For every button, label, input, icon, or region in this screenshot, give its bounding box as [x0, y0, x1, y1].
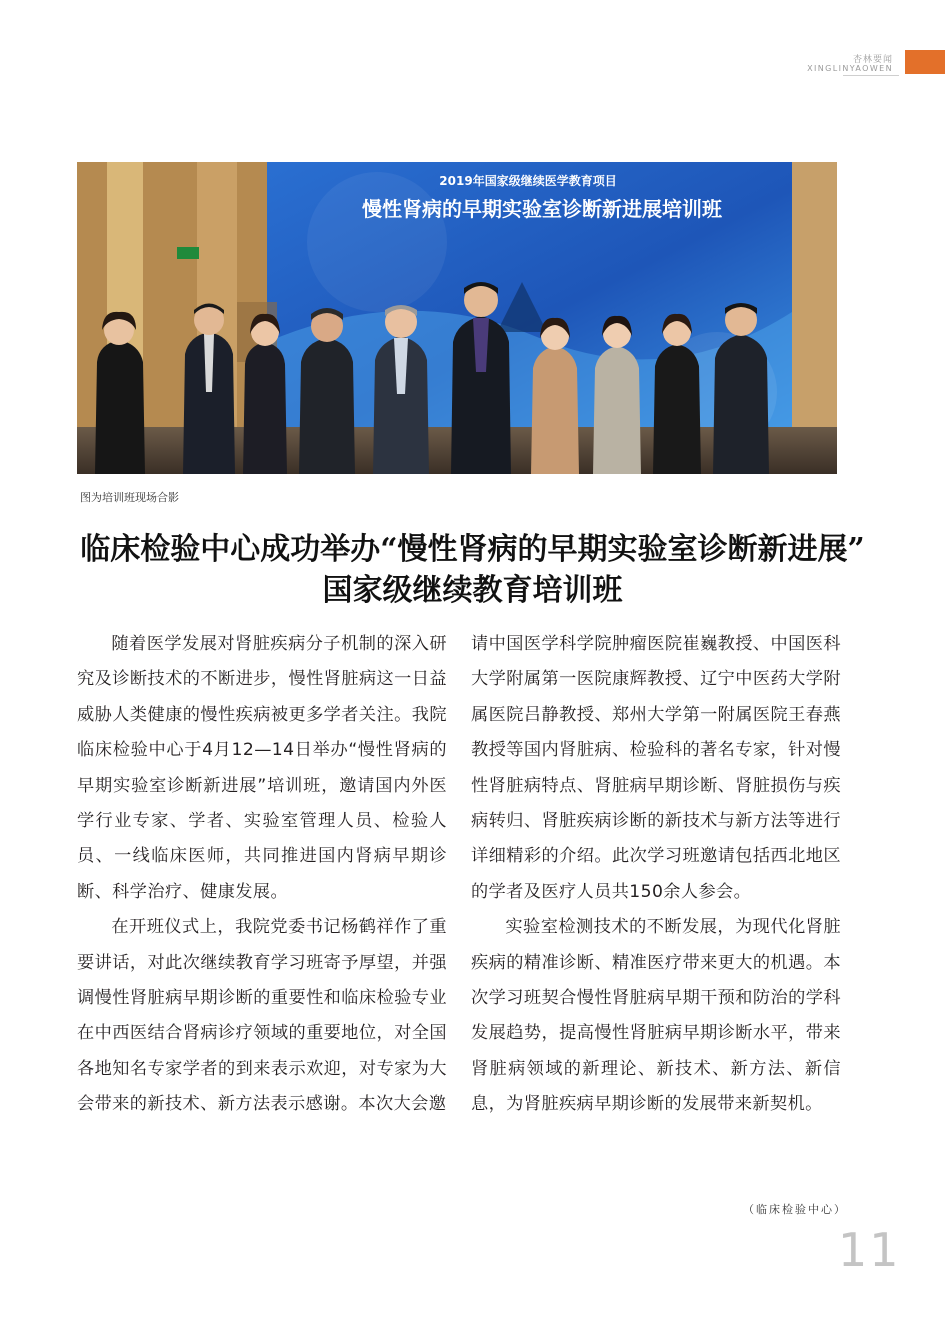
body-column-right [471, 627, 841, 1123]
article-title-line2: 国家级继续教育培训班 [322, 573, 623, 608]
body-column-left [77, 627, 447, 1123]
section-header-en: XINGLINYAOWEN [807, 64, 893, 73]
body-paragraph: 在开班仪式上，我院党委书记杨鹤祥作了重要讲话，对此次继续教育学习班寄予厚望，并强调慢性肾脏病早期诊断的重要性和临床检验专业在中西医结合肾病诊疗领域的重要地位，对全国各地知名专家学者的到来表示欢迎，对专家为大会带来的新技术、新方法表示感谢。本次大会邀 [77, 917, 447, 1115]
section-header-cn: 杏林要闻 [852, 55, 893, 65]
article-title-line1: 临床检验中心成功举办“慢性肾病的早期实验室诊断新进展” [80, 532, 865, 567]
section-accent-bar [905, 50, 945, 74]
exit-sign-icon [177, 247, 199, 259]
header-rule [843, 75, 899, 76]
page-number: 11 [838, 1223, 901, 1277]
group-photo [77, 162, 837, 474]
body-paragraph: 实验室检测技术的不断发展，为现代化肾脏疾病的精准诊断、精准医疗带来更大的机遇。本次学习班契合慢性肾脏病早期干预和防治的学科发展趋势，提高慢性肾脏病早期诊断水平，带来肾脏病领域的新理论、新技术、新方法、新信息，为肾脏疾病早期诊断的发展带来新契机。 [471, 917, 841, 1115]
banner-line1: 2019年国家级继续医学教育项目 [439, 174, 617, 188]
banner-line2: 慢性肾病的早期实验室诊断新进展培训班 [362, 197, 722, 221]
source-credit: （临床检验中心） [743, 1203, 847, 1216]
photo-caption: 图为培训班现场合影 [80, 491, 179, 504]
body-paragraph: 请中国医学科学院肿瘤医院崔巍教授、中国医科大学附属第一医院康辉教授、辽宁中医药大学附属医院吕静教授、郑州大学第一附属医院王春燕教授等国内肾脏病、检验科的著名专家，针对慢性肾脏病特点、肾脏病早期诊断、肾脏损伤与疾病转归、肾脏疾病诊断的新技术与新方法等进行详细精彩的介绍。此次学习班邀请包括西北地区的学者及医疗人员共150余人参会。 [471, 634, 841, 902]
body-paragraph: 随着医学发展对肾脏疾病分子机制的深入研究及诊断技术的不断进步，慢性肾脏病这一日益威胁人类健康的慢性疾病被更多学者关注。我院临床检验中心于4月12—14日举办“慢性肾病的早期实验室诊断新进展”培训班，邀请国内外医学行业专家、学者、实验室管理人员、检验人员、一线临床医师，共同推进国内肾病早期诊断、科学治疗、健康发展。 [77, 634, 447, 902]
group-photo-illustration [77, 162, 837, 474]
